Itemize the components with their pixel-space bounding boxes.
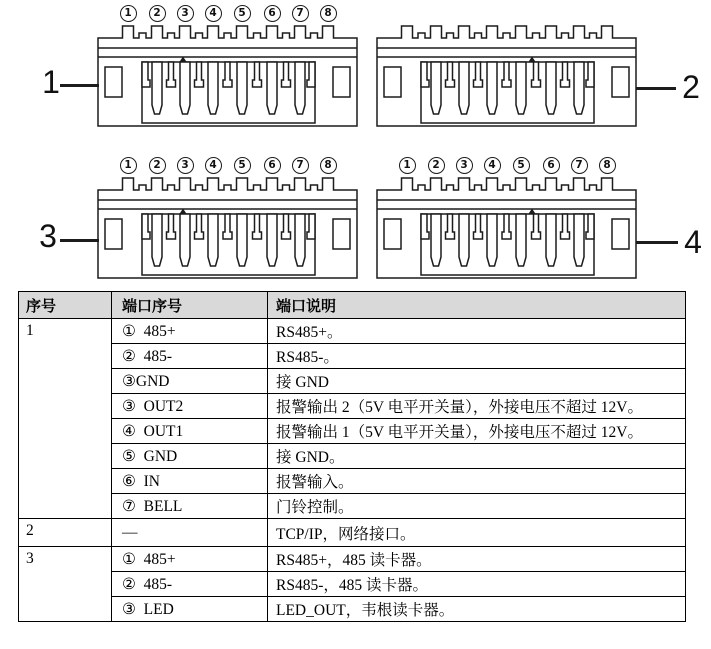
pin-number-badge-2: 2 — [428, 157, 445, 174]
table-row — [19, 394, 686, 419]
cell-port-number: — — [112, 519, 268, 547]
cell-port-description: 报警输出 2（5V 电平开关量），外接电压不超过 12V。 — [268, 394, 686, 419]
connector-3-leader-line — [60, 239, 99, 242]
table-row — [19, 444, 686, 469]
connector-4-leader-line — [636, 241, 678, 244]
cell-port-description: LED_OUT，韦根读卡器。 — [268, 597, 686, 622]
pin-number-badge-7: 7 — [571, 157, 588, 174]
connector-2-leader-line — [636, 87, 676, 90]
cell-port-description: 接 GND。 — [268, 444, 686, 469]
cell-port-number: ④ OUT1 — [112, 419, 268, 444]
connector-2-drawing — [376, 25, 637, 128]
cell-port-number: ② 485- — [112, 344, 268, 369]
terminal-block-icon — [97, 177, 358, 280]
pin-number-badge-8: 8 — [599, 157, 616, 174]
table-row — [19, 419, 686, 444]
column-header-index: 序号 — [19, 292, 112, 319]
connector-3-drawing — [97, 177, 358, 280]
connector-1-pin-numbers — [97, 5, 358, 23]
terminal-block-icon — [97, 25, 358, 128]
connector-1-label: 1 — [42, 64, 60, 100]
pin-number-badge-1: 1 — [120, 157, 137, 174]
cell-port-description: RS485+，485 读卡器。 — [268, 547, 686, 572]
pin-number-badge-3: 3 — [177, 157, 194, 174]
pin-number-badge-2: 2 — [149, 157, 166, 174]
pin-number-badge-5: 5 — [234, 157, 251, 174]
pin-number-badge-4: 4 — [484, 157, 501, 174]
pin-number-badge-4: 4 — [205, 5, 222, 22]
connector-3-pin-numbers — [97, 157, 358, 175]
cell-port-number: ② 485- — [112, 572, 268, 597]
pin-number-badge-6: 6 — [264, 5, 281, 22]
cell-group-no: 3 — [19, 547, 112, 622]
pin-number-badge-2: 2 — [149, 5, 166, 22]
table-row — [19, 344, 686, 369]
pin-number-badge-3: 3 — [456, 157, 473, 174]
table-row — [19, 597, 686, 622]
table-row — [19, 319, 686, 344]
cell-group-no: 1 — [19, 319, 112, 519]
connector-4-label: 4 — [684, 224, 702, 260]
column-header-port-number: 端口序号 — [112, 292, 268, 319]
connector-1-leader-line — [60, 84, 99, 87]
pin-number-badge-6: 6 — [543, 157, 560, 174]
terminal-block-icon — [376, 177, 637, 280]
connector-4-drawing — [376, 177, 637, 280]
table-row — [19, 547, 686, 572]
cell-port-number: ⑤ GND — [112, 444, 268, 469]
cell-group-no: 2 — [19, 519, 112, 547]
cell-port-description: 门铃控制。 — [268, 494, 686, 519]
terminal-block-icon — [376, 25, 637, 128]
cell-port-number: ③ LED — [112, 597, 268, 622]
table-row — [19, 572, 686, 597]
pin-number-badge-1: 1 — [399, 157, 416, 174]
pin-number-badge-8: 8 — [320, 157, 337, 174]
cell-port-number: ③ OUT2 — [112, 394, 268, 419]
cell-port-number: ① 485+ — [112, 547, 268, 572]
connector-2-label: 2 — [682, 69, 700, 105]
connector-1-drawing — [97, 25, 358, 128]
cell-port-number: ⑥ IN — [112, 469, 268, 494]
table-row — [19, 519, 686, 547]
cell-port-number: ③GND — [112, 369, 268, 394]
pin-number-badge-8: 8 — [320, 5, 337, 22]
cell-port-description: RS485+。 — [268, 319, 686, 344]
pin-number-badge-3: 3 — [177, 5, 194, 22]
cell-port-description: 报警输入。 — [268, 469, 686, 494]
cell-port-description: 报警输出 1（5V 电平开关量），外接电压不超过 12V。 — [268, 419, 686, 444]
pin-number-badge-6: 6 — [264, 157, 281, 174]
port-table-body — [19, 319, 686, 622]
cell-port-description: 接 GND — [268, 369, 686, 394]
cell-port-description: RS485-。 — [268, 344, 686, 369]
table-row — [19, 369, 686, 394]
cell-port-description: RS485-，485 读卡器。 — [268, 572, 686, 597]
cell-port-number: ⑦ BELL — [112, 494, 268, 519]
connector-4-pin-numbers — [376, 157, 637, 175]
pin-number-badge-7: 7 — [292, 157, 309, 174]
pin-number-badge-4: 4 — [205, 157, 222, 174]
cell-port-number: ① 485+ — [112, 319, 268, 344]
table-row — [19, 494, 686, 519]
pin-number-badge-7: 7 — [292, 5, 309, 22]
port-table — [18, 291, 686, 622]
pin-number-badge-1: 1 — [120, 5, 137, 22]
table-row — [19, 469, 686, 494]
pin-number-badge-5: 5 — [234, 5, 251, 22]
table-header-row — [19, 292, 686, 319]
cell-port-description: TCP/IP，网络接口。 — [268, 519, 686, 547]
column-header-port-description: 端口说明 — [268, 292, 686, 319]
connector-3-label: 3 — [39, 218, 57, 254]
pin-number-badge-5: 5 — [513, 157, 530, 174]
